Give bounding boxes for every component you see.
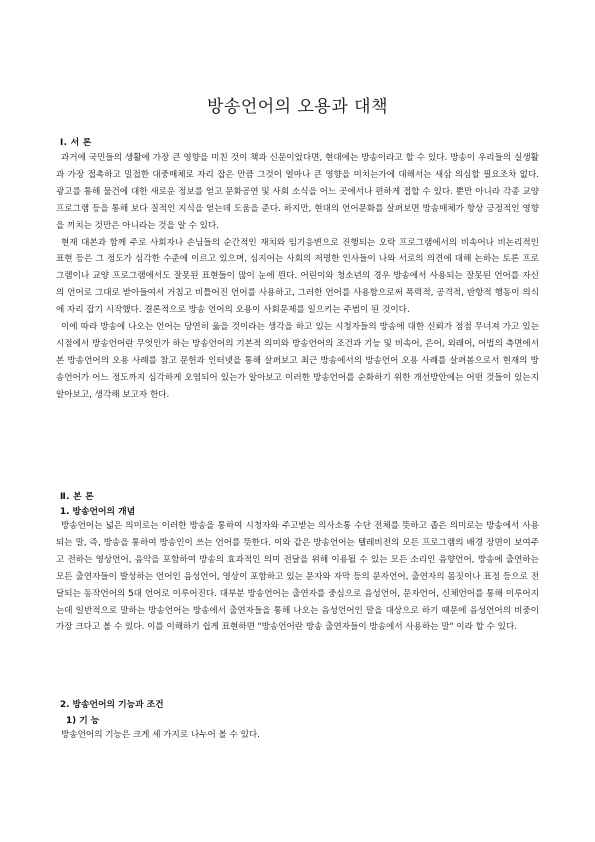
document-title: 방송언어의 오용과 대책	[206, 97, 389, 117]
paragraph: 이에 따라 방송에 나오는 언어는 당연히 옳을 것이라는 생각을 하고 있는 시청자들의 방송에 대한 신뢰가 점점 무너져 가고 있는 시점에서 방송언어란 무엇인가 하는 방송언어의 기본적 의미와 방송언어의 조건과 기능 및 비속어, 은어, 외래어, 어법의 측면에서 본 방송언어의 오용 사례를 참고 문헌과 인터넷을 통해 살펴보고 최근 방송에서의 방송언어 오용 사례를 살펴봄으로서 현재의 방송언어가 어느 정도까지 심각하게 오염되어 있는가 알아보고 이러한 방송언어를 순화하기 위한 개선방안에는 어떤 것들이 있는지 알아보고, 생각해 보고자 한다.	[56, 322, 539, 400]
section-heading-body: Ⅱ. 본 론	[60, 492, 95, 502]
concept-body	[56, 518, 539, 636]
function-body	[56, 727, 539, 744]
subsection-heading-concept: 1. 방송언어의 개념	[60, 507, 136, 517]
paragraph: 과거에 국민들의 생활에 가장 큰 영향을 미친 것이 책과 신문이었다면, 현대에는 방송이라고 할 수 있다. 방송이 우리들의 실생활과 가장 접촉하고 밀접한 대중매체로 자리 잡은 만큼 그것이 얼마나 큰 영향을 미치는가에 대해서는 새삼 의심할 필요조차 없다. 광고를 통해 물건에 대한 새로운 정보를 얻고 문화공연 및 사회 소식을 어느 곳에서나 편하게 접할 수 있다. 뿐만 아니라 각종 교양 프로그램 등을 통해 보다 질적인 지식을 얻는데 도움을 준다. 하지만, 현대의 언어문화를 살펴보면 방송매체가 항상 긍정적인 영향을 끼치는 것만은 아니라는 것을 알 수 있다.	[56, 153, 539, 231]
section-heading-introduction: Ⅰ. 서 론	[60, 138, 92, 148]
paragraph: 방송언어는 넓은 의미로는 이러한 방송을 통하여 시청자와 주고받는 의사소통 수단 전체를 뜻하고 좁은 의미로는 방송에서 사용되는 말, 즉, 방송을 통하여 방송인이 쓰는 언어를 뜻한다. 이와 같은 방송언어는 텔레비전의 모든 프로그램의 배경 장면이 보여주고 전하는 영상언어, 음악을 포함하여 방송의 효과적인 의미 전달을 위해 이용될 수 있는 모든 소리인 음향언어, 방송에 출연하는 모든 출연자들이 발성하는 언어인 음성언어, 영상이 포함하고 있는 문자와 자막 등의 문자언어, 출연자의 몸짓이나 표정 등으로 전달되는 동작언어의 5대 언어로 이루어진다. 대부분 방송언어는 출연자를 중심으로 음성언어, 문자언어, 신체언어를 통해 이루어지는데 일반적으로 말하는 방송언어는 방송에서 출연자들을 통해 나오는 음성언어인 말을 대상으로 하기 때문에 음성언어의 비중이 가장 크다고 볼 수 있다. 이를 이해하기 쉽게 표현하면 "방송언어란 방송 출연자들이 방송에서 사용하는 말" 이라 할 수 있다.	[56, 521, 539, 633]
introduction-body	[56, 150, 539, 404]
subsubsection-heading-function: 1) 기 능	[66, 716, 100, 726]
paragraph: 현재 대본과 함께 주로 사회자나 손님들의 순간적인 재치와 임기응변으로 진행되는 오락 프로그램에서의 비속어나 비논리적인 표현 등은 그 정도가 심각한 수준에 이르고 있으며, 심지어는 사회의 저명한 인사들이 나와 서로의 의견에 대해 논하는 토론 프로그램이나 교양 프로그램에서도 잘못된 표현들이 많이 눈에 띈다. 어린이와 청소년의 경우 방송에서 사용되는 잘못된 언어를 자신의 언어로 그대로 받아들여서 거침고 비틀어진 언어를 사용하고, 그러한 언어를 사용함으로써 폭력적, 공격적, 반항적 행동이 의식에 자리 잡기 시작했다. 결론적으로 방송 언어의 오용이 사회문제를 일으키는 주범이 된 것이다.	[56, 237, 539, 316]
paragraph: 방송언어의 기능은 크게 세 가지로 나누어 볼 수 있다.	[61, 730, 260, 740]
subsection-heading-function-condition: 2. 방송언어의 기능과 조건	[60, 700, 164, 710]
